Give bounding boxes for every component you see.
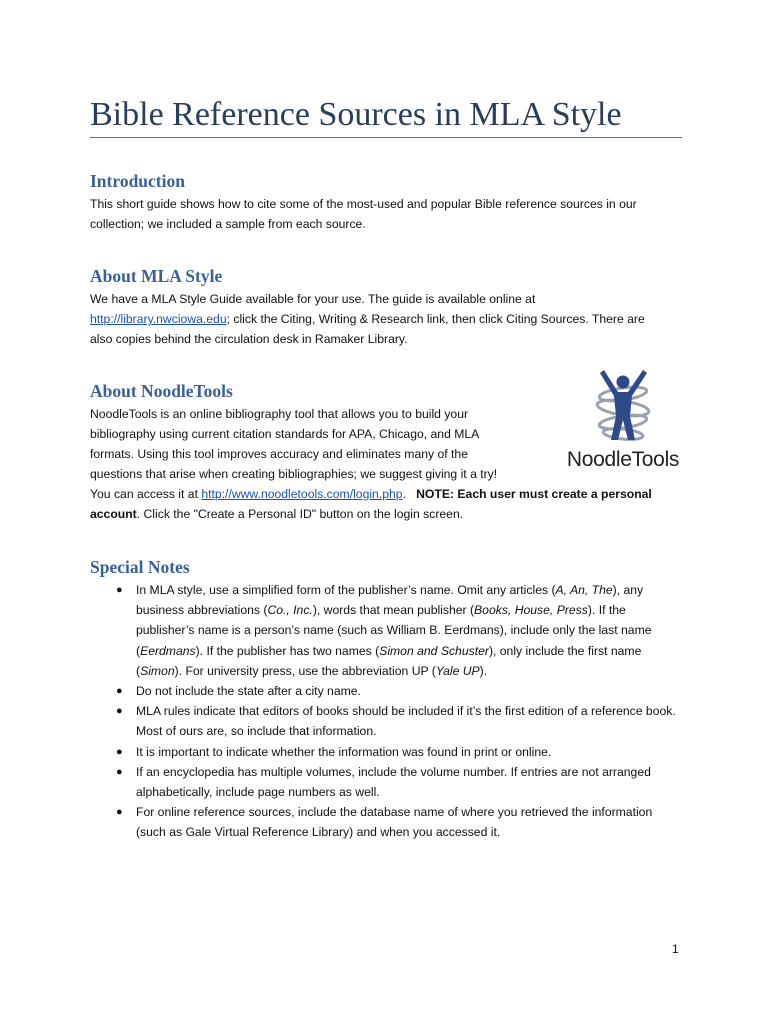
mla-line-3: also copies behind the circulation desk in Ramaker Library. bbox=[90, 332, 408, 346]
list-item: ● For online reference sources, include the database name of where you retrieved the information (such as Gale Virtual Reference Library) and when you accessed it. bbox=[90, 802, 682, 842]
noodle-line-6: . Click the "Create a Personal ID" button on the login screen. bbox=[136, 507, 464, 521]
list-item: ● Do not include the state after a city name. bbox=[90, 681, 682, 701]
noodle-line-2: bibliography using current citation standards for APA, Chicago, and MLA bbox=[90, 427, 480, 441]
special-notes-list bbox=[90, 580, 682, 843]
page-title: Bible Reference Sources in MLA Style bbox=[90, 96, 622, 133]
bullet-icon: ● bbox=[116, 765, 123, 778]
introduction-paragraph bbox=[90, 194, 690, 234]
noodletools-logo bbox=[548, 368, 698, 478]
bullet-icon: ● bbox=[116, 584, 123, 596]
noodle-line-5-prefix: You can access it at bbox=[90, 487, 202, 501]
noodle-line-4: questions that arise when creating bibliographies; we suggest giving it a try! bbox=[90, 467, 498, 481]
mla-line-2: ; click the Citing, Writing & Research link, then click Citing Sources. There are bbox=[226, 312, 645, 326]
noodle-line-5-gap: . bbox=[402, 487, 417, 501]
page-number: 1 bbox=[672, 942, 679, 956]
mla-line-1: We have a MLA Style Guide available for your use. The guide is available online at bbox=[90, 292, 536, 306]
note-bold-2: account bbox=[90, 507, 137, 521]
heading-about-mla-style: About MLA Style bbox=[90, 266, 223, 286]
bullet-icon: ● bbox=[116, 745, 123, 758]
note-bold-1: NOTE: Each user must create a personal bbox=[416, 487, 652, 501]
noodle-line-3: formats. Using this tool improves accuracy and eliminates many of the bbox=[90, 447, 468, 461]
noodletools-logo-text: NoodleTools bbox=[566, 448, 680, 471]
mla-style-paragraph bbox=[90, 289, 690, 349]
intro-line-1: This short guide shows how to cite some of the most-used and popular Bible reference sources in our bbox=[90, 197, 637, 211]
list-item: ● MLA rules indicate that editors of books should be included if it’s the first edition of a reference book. Most of ours are, so include that information. bbox=[90, 701, 682, 741]
bullet-icon: ● bbox=[116, 705, 123, 718]
library-link[interactable]: http://library.nwciowa.edu bbox=[90, 312, 227, 326]
heading-about-noodletools: About NoodleTools bbox=[90, 381, 233, 401]
intro-line-2: collection; we included a sample from each source. bbox=[90, 217, 366, 231]
noodletools-login-link[interactable]: http://www.noodletools.com/login.php bbox=[201, 487, 403, 501]
list-item: ● It is important to indicate whether the information was found in print or online. bbox=[90, 742, 682, 762]
list-item: ● If an encyclopedia has multiple volumes, include the volume number. If entries are not arranged alphabetically, include page numbers as well. bbox=[90, 762, 682, 802]
heading-special-notes: Special Notes bbox=[90, 557, 190, 577]
title-underline bbox=[90, 137, 682, 138]
bullet-icon: ● bbox=[116, 685, 123, 698]
noodle-line-1: NoodleTools is an online bibliography tool that allows you to build your bbox=[90, 407, 469, 421]
bullet-icon: ● bbox=[116, 806, 123, 819]
heading-introduction: Introduction bbox=[90, 171, 185, 191]
noodletools-figure-icon bbox=[548, 368, 698, 450]
list-item: ● In MLA style, use a simplified form of the publisher’s name. Omit any articles (A, An, The), any business abbreviations (Co., Inc.), words that mean publisher (Books, House, Press). If the publisher’s name is a person’s name (such as William B. Eerdmans), include only the last name (Eerdmans). If the publisher has two names (Simon and Schuster), only include the first name (Simon). For university press, use the abbreviation UP (Yale UP). bbox=[90, 580, 682, 681]
